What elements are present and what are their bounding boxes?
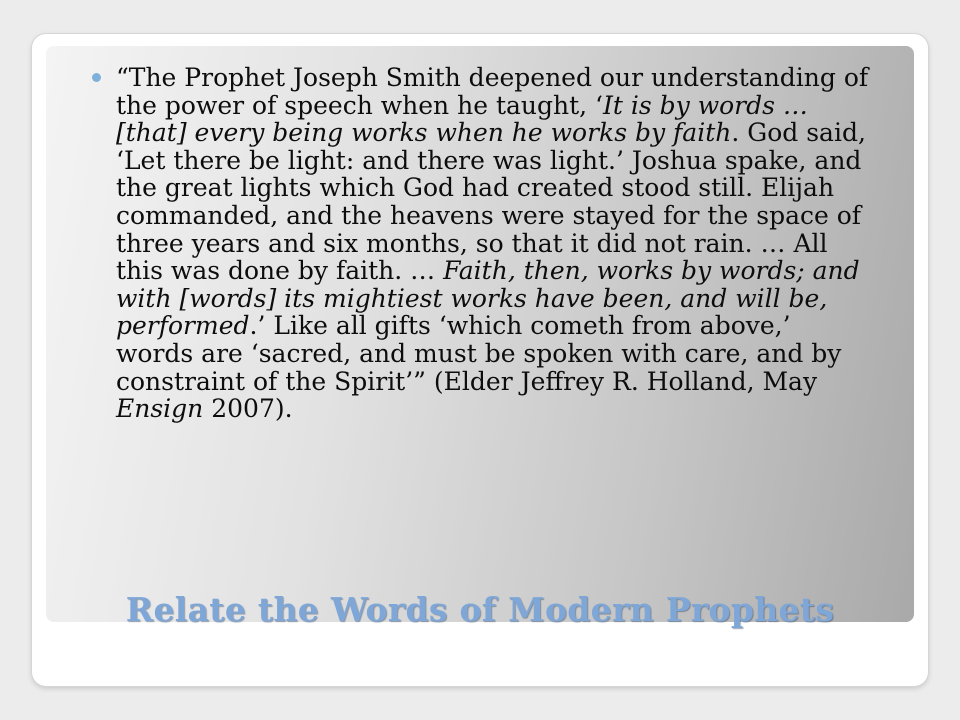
quote-bullet-item xyxy=(46,64,914,423)
quote-segment-italic: Faith, then, works by words; and with [words] its mightiest works have been, and will be, performed xyxy=(116,256,860,341)
bullet-dot-icon xyxy=(92,73,101,82)
quote-segment: . God said, ‘Let there be light: and there was light.’ Joshua spake, and the great lights which God had created stood still. Elijah commanded, and the heavens were stayed for the space of three years and six months, so that it did not rain. … All this was done by faith. … xyxy=(116,118,866,286)
content-panel xyxy=(46,46,914,622)
quote-segment: 2007). xyxy=(203,394,293,424)
quote-segment: .’ Like all gifts ‘which cometh from above,’ words are ‘sacred, and must be spoken with care, and by constraint of the Spirit’” (Elder Jeffrey R. Holland, May xyxy=(116,311,842,396)
quote-text xyxy=(116,63,868,423)
slide-title: Relate the Words of Modern Prophets xyxy=(125,590,835,629)
slide-frame xyxy=(32,34,928,686)
quote-segment-italic: Ensign xyxy=(116,394,204,424)
quote-segment: “The Prophet Joseph Smith deepened our understanding of the power of speech when he taught, ‘ xyxy=(116,63,869,120)
bullet-list xyxy=(46,64,914,423)
quote-segment-italic: It is by words … [that] every being works when he works by faith xyxy=(116,90,808,148)
